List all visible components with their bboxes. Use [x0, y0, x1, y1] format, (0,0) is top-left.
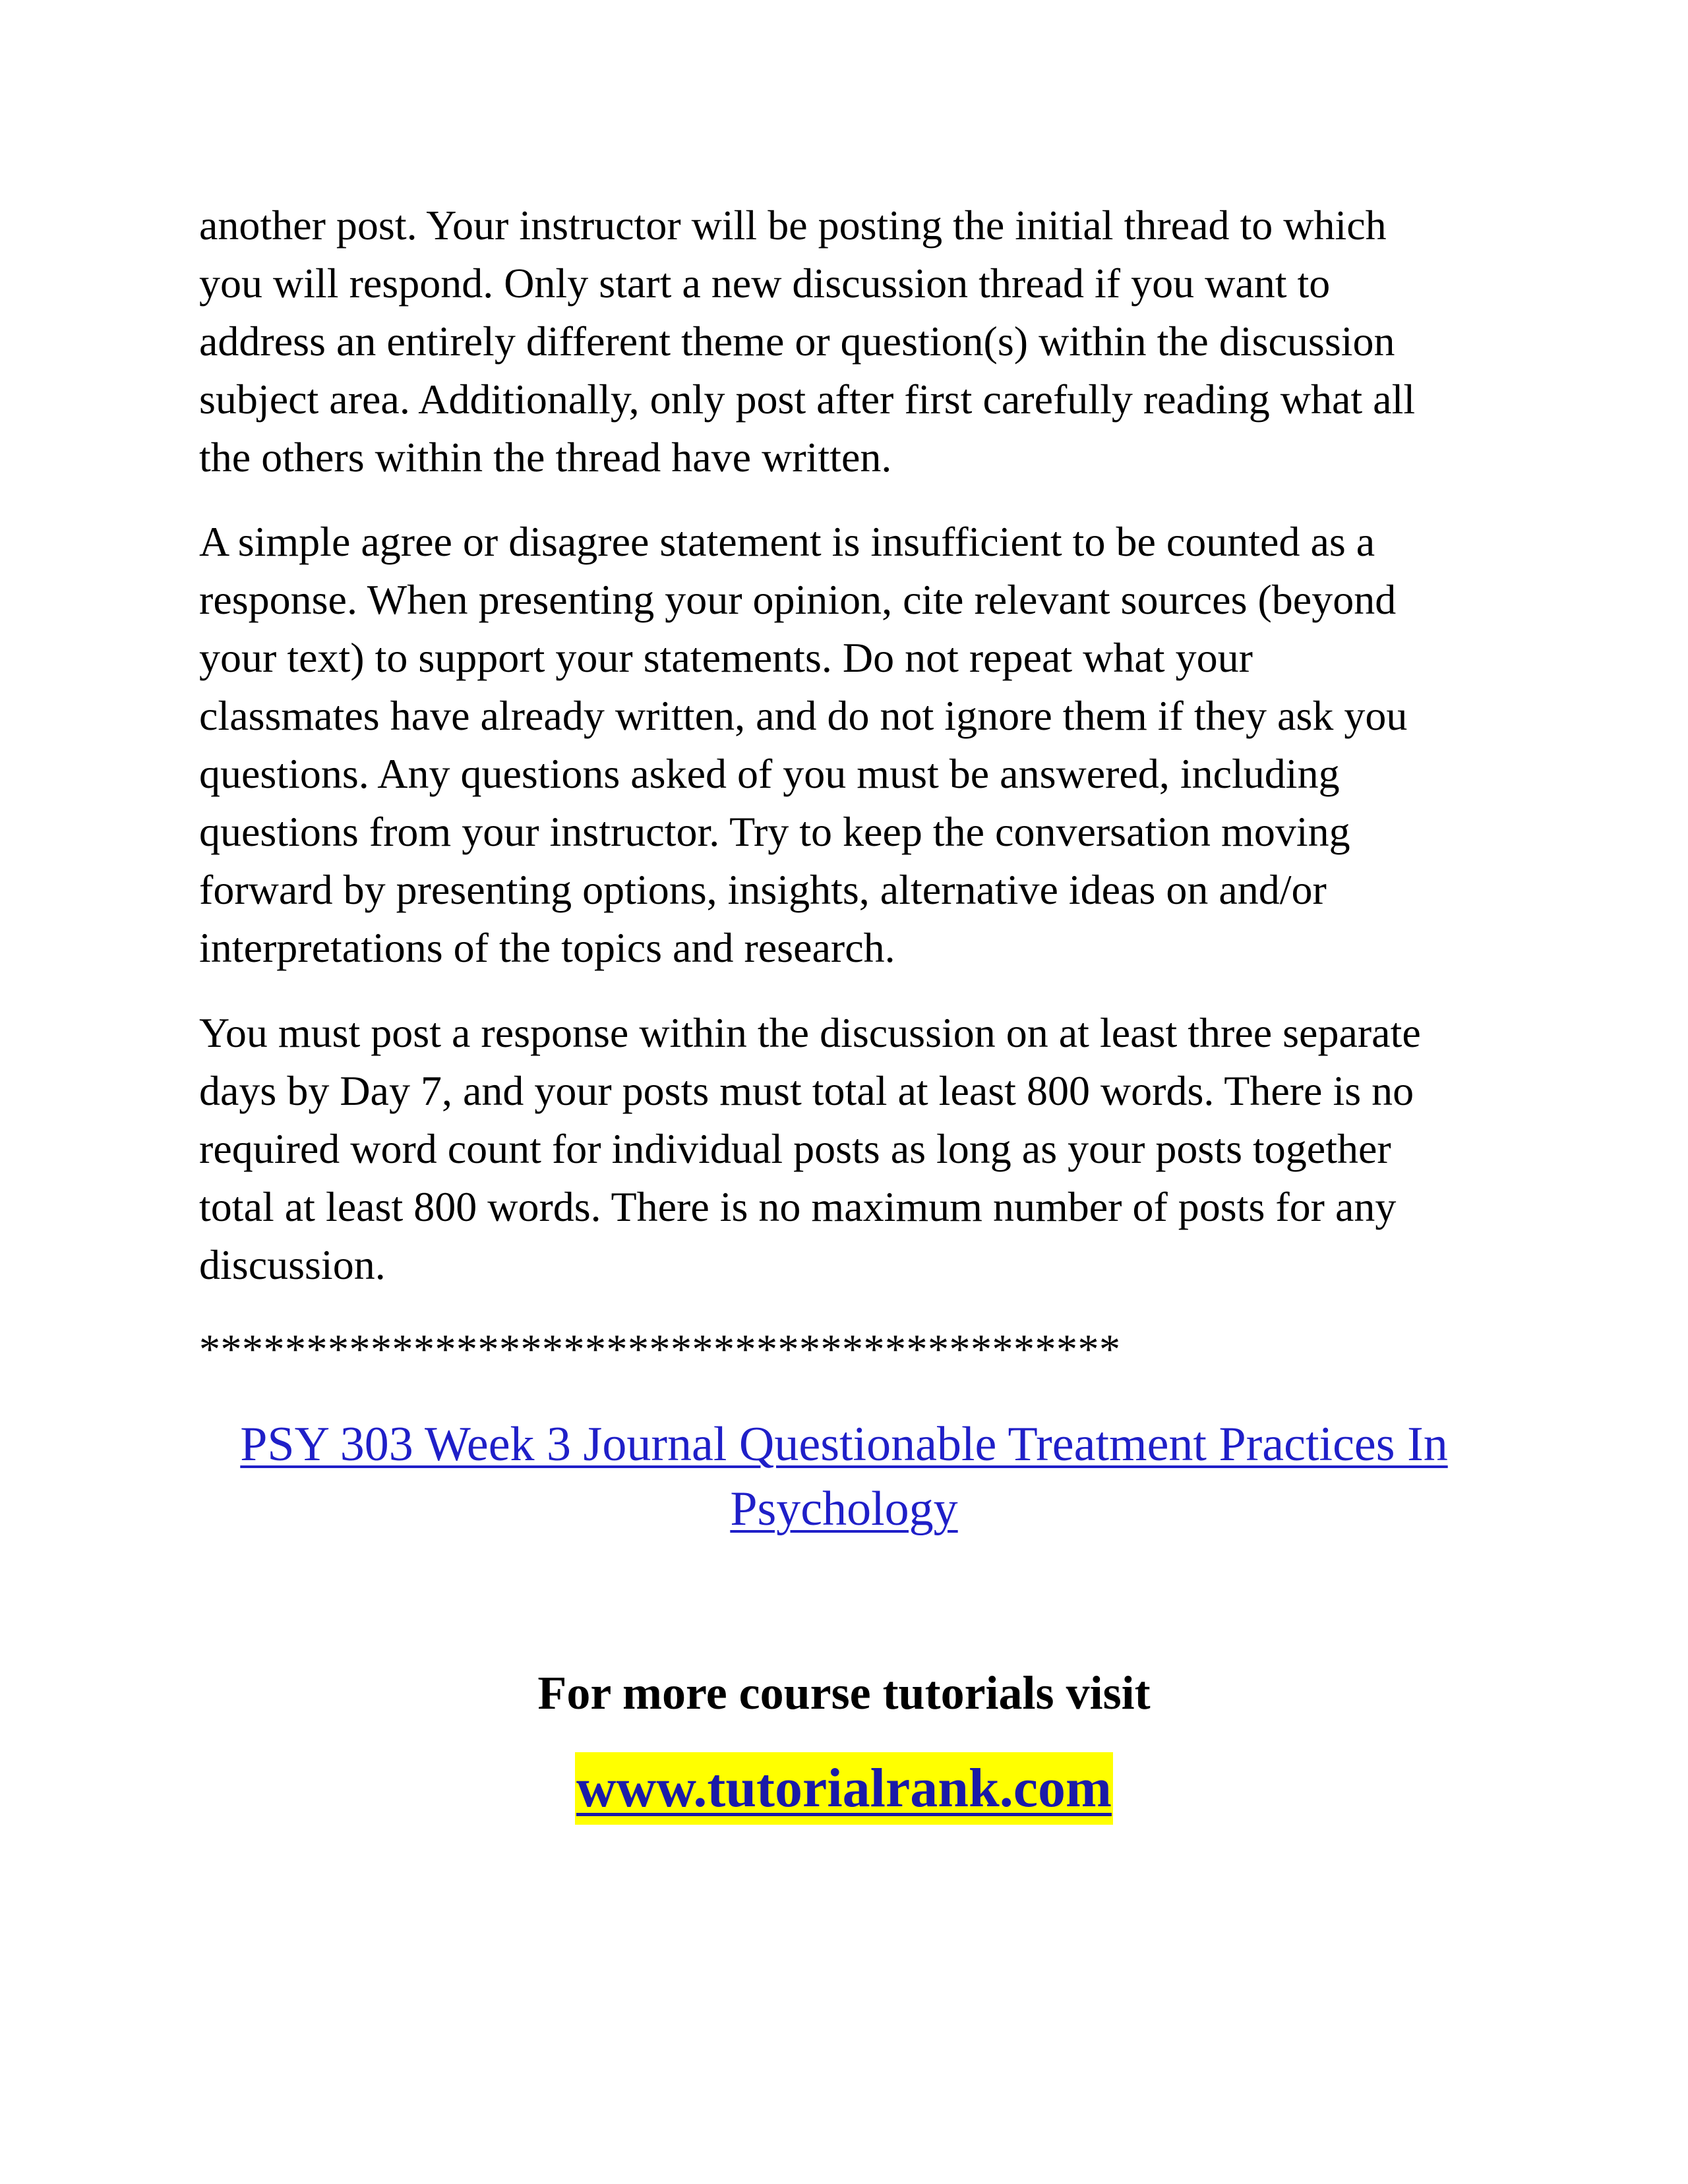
paragraph-line: interpretations of the topics and research. — [199, 924, 895, 971]
asterisk-separator: ******************************************* — [199, 1326, 1121, 1372]
paragraph-line: required word count for individual posts as long as your posts together — [199, 1125, 1391, 1172]
paragraph-line: You must post a response within the discussion on at least three separate — [199, 1009, 1421, 1056]
course-link-block — [0, 1412, 1688, 1541]
promo-url-block — [0, 1752, 1688, 1825]
paragraph-line: days by Day 7, and your posts must total at least 800 words. There is no — [199, 1067, 1414, 1114]
paragraph-line: response. When presenting your opinion, cite relevant sources (beyond — [199, 576, 1397, 623]
paragraph-line: forward by presenting options, insights, alternative ideas on and/or — [199, 866, 1327, 913]
paragraph-line: total at least 800 words. There is no maximum number of posts for any — [199, 1183, 1397, 1230]
website-link[interactable]: www.tutorialrank.com — [575, 1752, 1113, 1825]
course-link-line: Psychology — [730, 1482, 958, 1536]
paragraph-line: discussion. — [199, 1241, 386, 1288]
course-title-link[interactable] — [0, 1412, 1688, 1541]
paragraph-line: subject area. Additionally, only post after first carefully reading what all — [199, 376, 1416, 423]
paragraph-line: questions from your instructor. Try to keep the conversation moving — [199, 808, 1350, 855]
paragraph-line: the others within the thread have written. — [199, 434, 892, 481]
paragraph-line: address an entirely different theme or question(s) within the discussion — [199, 318, 1395, 365]
promo-heading: For more course tutorials visit — [537, 1667, 1151, 1719]
course-link-line: PSY 303 Week 3 Journal Questionable Treatment Practices In — [240, 1417, 1448, 1471]
paragraph-line: questions. Any questions asked of you must be answered, including — [199, 750, 1340, 797]
paragraph-1 — [199, 196, 1511, 487]
paragraph-line: your text) to support your statements. Do not repeat what your — [199, 634, 1253, 681]
paragraph-3 — [199, 1004, 1511, 1294]
paragraph-line: another post. Your instructor will be posting the initial thread to which — [199, 202, 1387, 249]
paragraph-line: you will respond. Only start a new discussion thread if you want to — [199, 260, 1331, 307]
paragraph-line: classmates have already written, and do not ignore them if they ask you — [199, 692, 1408, 739]
paragraph-2 — [199, 513, 1511, 977]
paragraph-line: A simple agree or disagree statement is insufficient to be counted as a — [199, 518, 1375, 565]
